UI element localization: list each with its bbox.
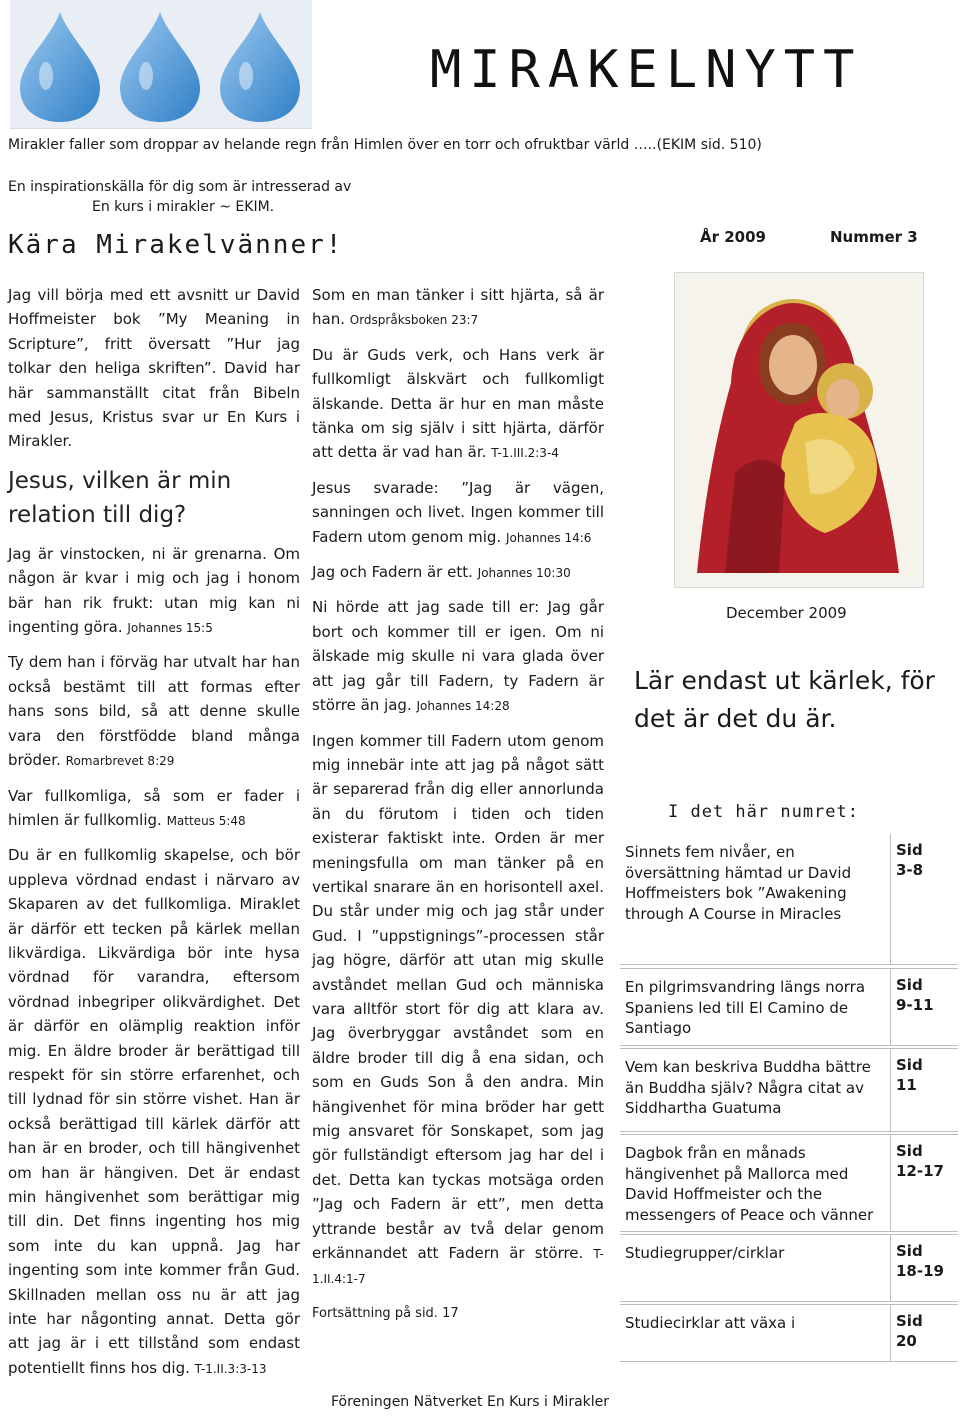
toc-item-pages: Sid 12-17	[896, 1142, 944, 1180]
year: År 2009	[700, 228, 766, 246]
toc-divider	[890, 969, 891, 1045]
paragraph-text: Jag och Fadern är ett.	[312, 563, 473, 582]
toc-item-pages: Sid 18-19	[896, 1242, 944, 1280]
toc-divider	[890, 1049, 891, 1131]
tagline: Mirakler faller som droppar av helande regn från Himlen över en torr och ofruktbar värld …..(EKIM sid. 510)	[8, 137, 762, 153]
scripture-reference: Matteus 5:48	[166, 813, 246, 828]
paragraph-text: Du är en fullkomlig skapelse, och bör uppleva vördnad endast i närvaro av Skaparen av det fullkomliga. Miraklet är därför ett tecken på kärlek mellan likvärdiga. Likvärdiga bör inte hysa vördnad för varandra, eftersom vördnad inbegriper olikvärdighet. Det är därför en olämplig reaktion inför mig. En äldre broder är berättigad till respekt för sin större erfarenhet, och till lydnad för sin större vishet. Han är också berättigad till kärlek därför att han är en broder, och till hängivenhet om han är hängiven. Det är endast min hängivenhet som berättigar mig till din. Det finns ingenting hos mig som inte du kan uppnå. Jag har ingenting som inte kommer från Gud. Skillnaden mellan oss nu är att jag inte har någonting annat. Detta gör att jag är i ett tillstånd som endast potentiellt finns hos dig.	[8, 846, 300, 1377]
paragraph	[8, 650, 300, 773]
scripture-reference: Johannes 14:28	[416, 699, 510, 714]
toc-item-pages: Sid 11	[896, 1056, 923, 1094]
article-heading: Jesus, vilken är min relation till dig?	[8, 467, 232, 528]
paragraph-text: Som en man tänker i sitt hjärta, så är han.	[312, 286, 604, 329]
continued-note: Fortsättning på sid. 17	[312, 1305, 459, 1321]
madonna-and-child-icon	[675, 273, 923, 587]
scripture-reference: Johannes 15:5	[127, 621, 213, 636]
article-column-1	[8, 283, 300, 1391]
paragraph-text: Ingen kommer till Fadern utom genom mig innebär inte att jag på något sätt är separerad från dig eller annorlunda än du förutom i tiden och tiden existerar faktiskt inte. Orden är mer meningsfulla om man tänker på en vertikal snarare än en horisontell axel. Du står under mig och jag står under Gud. I ”uppstignings”-processen står jag högre, därför att utan mig skulle avståndet mellan Gud och människa vara alltför stort för dig att klara av. Jag överbryggar avståndet som en äldre broder till dig å ena sidan, och som en Guds Son å den andra. Min hängivenhet för mina bröder har gett mig ansvaret för Sonskapet, som jag gör fullständigt eftersom jag har del i det. Detta kan tyckas motsäga orden ”Jag och Fadern är ett”, men detta yttrande består av två delar genom erkännandet att Fadern är större.	[312, 731, 604, 1263]
toc-item-title: Studiecirklar att växa i	[625, 1314, 796, 1332]
scripture-reference: Romarbrevet 8:29	[65, 754, 175, 769]
paragraph-text: Ni hörde att jag sade till er: Jag går bort och kommer till er igen. Om ni älskade mig skulle ni vara glada över att jag går till Fadern, ty Fadern är större än jag.	[312, 598, 604, 715]
paragraph	[312, 283, 604, 333]
paragraph-text: Ty dem han i förväg har utvalt har han också bestämt till att formas efter hans sons bild, så att denne skulle vara den förstfödde bland många bröder.	[8, 653, 300, 770]
toc-item-title: Sinnets fem nivåer, en översättning hämtad ur David Hoffmeisters bok ”Awakening through A Course in Miracles	[625, 843, 852, 923]
water-drops-logo	[10, 0, 312, 129]
toc-item-title: Studiegrupper/cirklar	[625, 1244, 785, 1262]
greeting: Kära Mirakelvänner!	[8, 230, 344, 260]
paragraph: Jag vill börja med ett avsnitt ur David Hoffmeister bok ”My Meaning in Scripture”, fritt översatt ”Hur jag tolkar den heliga skriften”. David har här sammanställt citat från Bibeln med Jesus, Kristus svar ur En Kurs i Mirakler.	[8, 286, 300, 451]
paragraph	[312, 729, 604, 1292]
course-reference: T-1.II.3:3-13	[194, 1361, 267, 1376]
paragraph-text: Var fullkomliga, så som er fader i himlen är fullkomlig.	[8, 786, 300, 829]
madonna-icon-image	[674, 272, 924, 588]
toc-row[interactable]	[620, 968, 958, 1046]
paragraph	[8, 784, 300, 834]
paragraph	[312, 343, 604, 466]
toc-item-title: En pilgrimsvandring längs norra Spaniens led till El Camino de Santiago	[625, 978, 866, 1037]
toc-row[interactable]	[620, 1134, 958, 1232]
scripture-reference: Johannes 10:30	[477, 566, 571, 581]
paragraph-text: Du är Guds verk, och Hans verk är fullkomligt älskvärt och fullkomligt älskande. Detta är hur en man måste tänka om sig själv i sitt hjärta, därför att detta är vad han är.	[312, 345, 604, 462]
paragraph	[8, 843, 300, 1381]
toc-divider	[890, 1305, 891, 1361]
article-column-2	[312, 283, 604, 1336]
toc-divider	[890, 834, 891, 964]
newsletter-title: MIRAKELNYTT	[430, 40, 863, 100]
toc-item-title: Vem kan beskriva Buddha bättre än Buddha själv? Några citat av Siddhartha Guatuma	[625, 1058, 871, 1117]
toc-item-pages: Sid 20	[896, 1312, 923, 1350]
scripture-reference: Ordspråksboken 23:7	[349, 313, 479, 328]
toc-item-pages: Sid 3-8	[896, 841, 924, 879]
issue-date: December 2009	[726, 604, 847, 622]
toc-row[interactable]	[620, 1048, 958, 1132]
issue-number: Nummer 3	[830, 228, 918, 246]
toc-row[interactable]	[620, 834, 958, 965]
toc-title: I det här numret:	[668, 802, 859, 822]
footer-organization: Föreningen Nätverket En Kurs i Mirakler	[330, 1394, 610, 1410]
toc-item-pages: Sid 9-11	[896, 976, 934, 1014]
feature-quote: Lär endast ut kärlek, för det är det du är.	[634, 666, 935, 733]
paragraph	[312, 476, 604, 550]
paragraph	[312, 595, 604, 718]
paragraph	[312, 560, 604, 585]
water-drops-icon	[10, 0, 312, 128]
intro-line: En kurs i mirakler ~ EKIM.	[92, 199, 275, 215]
paragraph-text: Jag är vinstocken, ni är grenarna. Om någon är kvar i mig och jag i honom bär han rik frukt: utan mig kan ni ingenting göra.	[8, 544, 300, 637]
course-reference: T-1.II.4:1-7	[312, 1247, 604, 1287]
toc-row[interactable]	[620, 1234, 958, 1302]
paragraph	[8, 542, 300, 641]
intro-text	[8, 177, 351, 217]
toc-divider	[890, 1235, 891, 1301]
paragraph-text: Jesus svarade: ”Jag är vägen, sanningen och livet. Ingen kommer till Fadern utom genom mig.	[312, 478, 604, 546]
toc-item-title: Dagbok från en månads hängivenhet på Mallorca med David Hoffmeister och the messengers of Peace och vänner	[625, 1144, 874, 1224]
toc-row[interactable]	[620, 1304, 958, 1362]
toc-divider	[890, 1135, 891, 1231]
scripture-reference: Johannes 14:6	[505, 530, 592, 545]
intro-line: En inspirationskälla för dig som är intresserad av	[8, 179, 352, 195]
course-reference: T-1.III.2:3-4	[491, 446, 559, 461]
